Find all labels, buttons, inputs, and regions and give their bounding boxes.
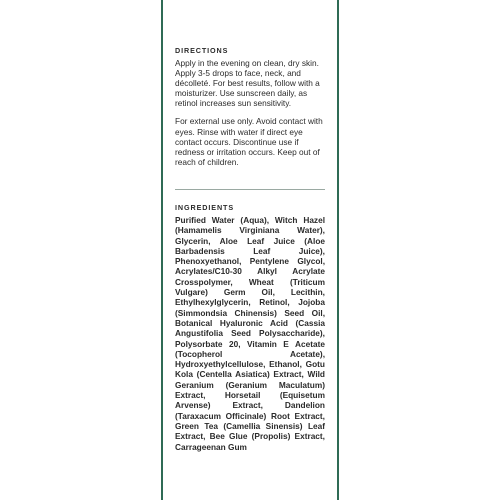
section-divider <box>175 189 325 190</box>
ingredients-section <box>175 203 325 452</box>
ingredients-list: Purified Water (Aqua), Witch Hazel (Hamamelis Virginiana Water), Glycerin, Aloe Leaf Juice (Aloe Barbadensis Leaf Juice), Phenoxyethanol, Pentylene Glycol, Acrylates/C10-30 Alkyl Acrylate Crosspolymer, Wheat (Triticum Vulgare) Germ Oil, Lecithin, Ethylhexylglycerin, Retinol, Jojoba (Simmondsia Chinensis) Seed Oil, Botanical Hyaluronic Acid (Cassia Angustifolia Seed Polysaccharide), Polysorbate 20, Vitamin E Acetate (Tocopherol Acetate), Hydroxyethylcellulose, Ethanol, Gotu Kola (Centella Asiatica) Extract, Wild Geranium (Geranium Maculatum) Extract, Horsetail (Equisetum Arvense) Extract, Dandelion (Taraxacum Officinale) Root Extract, Green Tea (Camellia Sinensis) Leaf Extract, Bee Glue (Propolis) Extract, Carrageenan Gum <box>175 215 325 452</box>
directions-section <box>175 46 325 167</box>
label-panel <box>163 0 337 500</box>
directions-heading: DIRECTIONS <box>175 46 229 55</box>
ingredients-heading: INGREDIENTS <box>175 203 235 212</box>
right-edge-rule <box>337 0 339 500</box>
directions-warning-text: For external use only. Avoid contact with eyes. Rinse with water if direct eye contact occurs. Discontinue use if redness or irritation occurs. Keep out of reach of children. <box>175 116 323 167</box>
directions-usage-text: Apply in the evening on clean, dry skin. Apply 3-5 drops to face, neck, and décolleté. For best results, follow with a moisturizer. Use sunscreen daily, as retinol increases sun sensitivity. <box>175 58 320 109</box>
